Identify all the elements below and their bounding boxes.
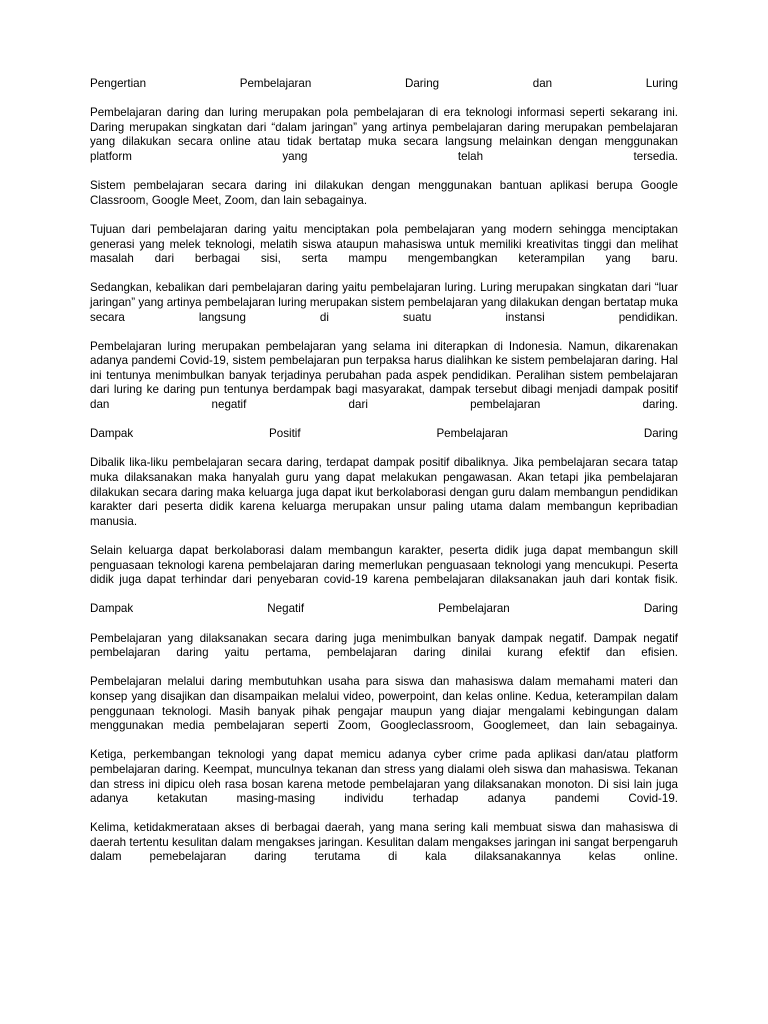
paragraph-11: Kelima, ketidakmerataan akses di berbagai daerah, yang mana sering kali membuat siswa dan mahasiswa di daerah tertentu kesulitan dalam mengakses jaringan. Kesulitan dalam mengakses jaringan ini sangat berpengaruh dalam pemebelajaran daring terutama di kala dilaksanakannya kelas online.	[90, 821, 678, 864]
paragraph-10: Ketiga, perkembangan teknologi yang dapat memicu adanya cyber crime pada aplikasi dan/atau platform pembelajaran daring. Keempat, munculnya tekanan dan stress yang dialami oleh siswa dan mahasiswa. Tekanan dan stress ini dipicu oleh rasa bosan karena metode pembelajaran yang dilaksanakan monoton. Di sisi lain juga adanya ketakutan masing-masing individu terhadap adanya pandemi Covid-19.	[90, 748, 678, 806]
heading-dampak-positif: Dampak Positif Pembelajaran Daring	[90, 427, 678, 441]
paragraph-3: Tujuan dari pembelajaran daring yaitu menciptakan pola pembelajaran yang modern sehingga menciptakan generasi yang melek teknologi, melatih siswa ataupun mahasiswa untuk memiliki kreativitas tinggi dan melihat masalah dari berbagai sisi, serta mampu mengembangkan keterampilan yang baru.	[90, 222, 678, 266]
paragraph-4: Sedangkan, kebalikan dari pembelajaran daring yaitu pembelajaran luring. Luring merupakan singkatan dari “luar jaringan” yang artinya pembelajaran luring merupakan sistem pembelajaran yang dilakukan dengan bertatap muka secara langsung di suatu instansi pendidikan.	[90, 281, 678, 324]
paragraph-5: Pembelajaran luring merupakan pembelajaran yang selama ini diterapkan di Indonesia. Namun, dikarenakan adanya pandemi Covid-19, sistem pembelajaran pun terpaksa harus dialihkan ke sistem pembelajaran daring. Hal ini tentunya menimbulkan banyak terjadinya perubahan pada aspek pendidikan. Peralihan sistem pembelajaran dari luring ke daring pun tentunya berdampak bagi masyarakat, dampak tersebut dibagi menjadi dampak positif dan negatif dari pembelajaran daring.	[90, 339, 678, 412]
heading-dampak-negatif: Dampak Negatif Pembelajaran Daring	[90, 602, 678, 616]
paragraph-2: Sistem pembelajaran secara daring ini dilakukan dengan menggunakan bantuan aplikasi berupa Google Classroom, Google Meet, Zoom, dan lain sebagainya.	[90, 179, 678, 207]
paragraph-6: Dibalik lika-liku pembelajaran secara daring, terdapat dampak positif dibaliknya. Jika pembelajaran secara tatap muka dilaksanakan maka hanyalah guru yang dapat melakukan pengawasan. Akan tetapi jika pembelajaran dilakukan secara daring maka keluarga juga dapat ikut berkolaborasi dengan guru dalam membangun pendidikan karakter dari peserta didik karena keluarga merupakan unsur paling utama dalam membangun kepribadian manusia.	[90, 456, 678, 528]
paragraph-8: Pembelajaran yang dilaksanakan secara daring juga menimbulkan banyak dampak negatif. Dampak negatif pembelajaran daring yaitu pertama, pembelajaran daring dinilai kurang efektif dan efisien.	[90, 631, 678, 660]
paragraph-9: Pembelajaran melalui daring membutuhkan usaha para siswa dan mahasiswa dalam memahami materi dan konsep yang disajikan dan disampaikan melalui video, powerpoint, dan kelas online. Kedua, keterampilan dalam penggunaan teknologi. Masih banyak pihak pengajar maupun yang diajar mengalami kebingungan dalam menggunakan media pembelajaran seperti Zoom, Googleclassroom, Googlemeet, dan lain sebagainya.	[90, 675, 678, 733]
paragraph-7: Selain keluarga dapat berkolaborasi dalam membangun karakter, peserta didik juga dapat membangun skill penguasaan teknologi karena pembelajaran daring memerlukan penguasaan teknologi yang mencukupi. Peserta didik juga dapat terhindar dari penyebaran covid-19 karena pembelajaran dilaksanakan jauh dari kontak fisik.	[90, 544, 678, 587]
paragraph-1: Pembelajaran daring dan luring merupakan pola pembelajaran di era teknologi informasi seperti sekarang ini. Daring merupakan singkatan dari “dalam jaringan” yang artinya pembelajaran daring merupakan pembelajaran yang dilakukan secara online atau tidak bertatap muka secara langsung melainkan dengan menggunakan platform yang telah tersedia.	[90, 106, 678, 163]
heading-pengertian: Pengertian Pembelajaran Daring dan Luring	[90, 77, 678, 90]
document-page	[90, 77, 678, 880]
